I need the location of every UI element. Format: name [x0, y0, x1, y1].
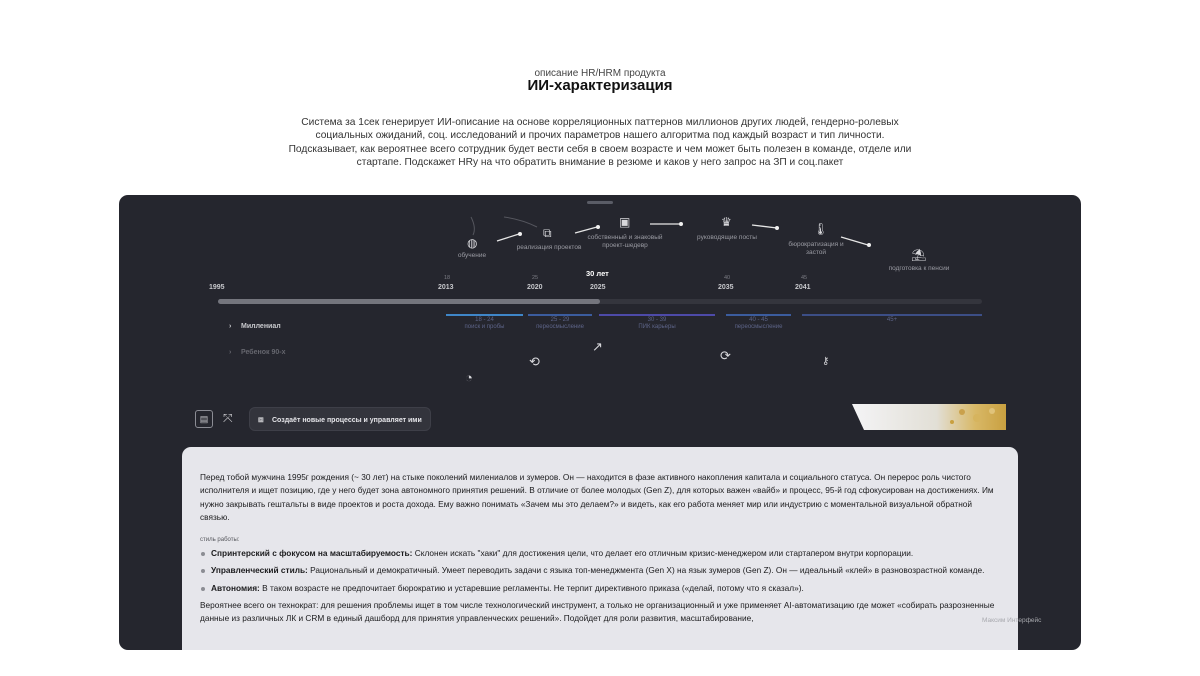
year-tick: 2035 — [718, 284, 734, 291]
stage-dot — [596, 225, 600, 229]
stage-dot — [867, 243, 871, 247]
notebook-icon[interactable]: ▤ — [195, 410, 213, 428]
list-item — [200, 547, 1000, 560]
period-bar — [599, 314, 715, 316]
bullet-text: Склонен искать "хаки" для достижения цели, что делает его отличным кризис-менеджером или стартапером внутри корпорации. — [412, 548, 914, 559]
preview-thumbnail[interactable] — [852, 404, 1006, 430]
copy-icon[interactable]: ⧉ — [543, 226, 552, 240]
speedometer-icon[interactable]: ◔ — [465, 370, 473, 385]
age-tick: 25 — [532, 275, 539, 281]
stage-dot — [775, 226, 779, 230]
crown-icon[interactable]: ♛ — [721, 215, 732, 229]
stage-dot — [518, 232, 522, 236]
stage-label: реализация проектов — [516, 244, 582, 251]
year-tick: 2020 — [527, 284, 543, 291]
key-icon[interactable]: ⚷ — [822, 356, 830, 367]
header-subtitle: описание HR/HRM продукта — [534, 68, 666, 79]
period-note: переосмысление — [536, 324, 584, 330]
stage-label: бюрократизация и застой — [788, 241, 844, 256]
period-range: 30 - 39 — [647, 317, 667, 323]
thermometer-icon[interactable]: 🌡 — [813, 222, 829, 236]
style-list — [200, 547, 1000, 595]
row-millennial[interactable] — [229, 323, 281, 330]
stage-label: собственный и знаковый проект-шедевр — [587, 234, 663, 249]
action-label: Создаёт новые процессы и управляет ими — [272, 417, 422, 424]
period-range: 18 - 24 — [475, 317, 494, 323]
row-label: Ребенок 90-х — [241, 349, 286, 356]
sunbed-icon[interactable]: ⛱ — [911, 248, 927, 262]
list-item — [200, 564, 1000, 577]
bullet-text: Рациональный и демократичный. Умеет переводить задачи с языка топ-менеджмента (Gen X) на язык зумеров (Gen Z). Он — идеальный «клей» в разновозрастной команде. — [307, 565, 985, 576]
period-bar — [528, 314, 592, 316]
period-note: ПИК карьеры — [638, 324, 676, 330]
year-tick: 2041 — [795, 284, 811, 291]
period-note: переосмысление — [734, 324, 783, 330]
year-tick: 1995 — [209, 284, 225, 291]
period-bar — [802, 314, 982, 316]
growth-icon[interactable]: ↗ — [592, 339, 603, 354]
period-range: 40 - 45 — [749, 317, 768, 323]
period-note: поиск и пробы — [464, 324, 505, 330]
bullet-title: Автономия: — [211, 582, 260, 593]
period-range: 45+ — [886, 317, 898, 323]
row-label: Миллениал — [241, 323, 281, 330]
intro-text: Перед тобой мужчина 1995г рождения (~ 30 лет) на стыке поколений милениалов и зумеров. Он — находится в фазе активного накопления капитала и социального статуса. Он перерос роль чистого исполнителя и ищет позицию, где у него будет зона автономного принятия решений. В отличие от более молодых (Gen Z), для которых важен «вайб» и процесс, 95-й год сфокусирован на достижениях. Им нужно закрывать гештальты в виде проектов и роста дохода. Ему важно понимать «Зачем мы это делаем?» и видеть, как его работа меняет мир или индустрию с моментальной визуальной обратной связью. — [200, 472, 994, 522]
period-bar — [726, 314, 791, 316]
timeline-slider[interactable] — [218, 299, 982, 304]
age-tick: 40 — [724, 275, 731, 281]
chat-icon[interactable]: ▣ — [619, 215, 631, 229]
bullet-title: Спринтерский с фокусом на масштабируемость: — [211, 548, 413, 559]
stage-label: подготовка к пенсии — [888, 265, 950, 272]
description-card — [182, 447, 1018, 650]
style-label: стиль работы: — [200, 537, 240, 544]
chevron-right-icon: › — [229, 349, 232, 356]
current-age-label: 30 лет — [586, 269, 609, 278]
action-button[interactable] — [249, 407, 431, 431]
bullet-title: Управленческий стиль: — [211, 565, 308, 576]
age-tick: 45 — [801, 275, 808, 281]
period-range: 25 - 29 — [550, 317, 570, 323]
year-tick: 2013 — [438, 284, 454, 291]
list-item — [200, 582, 1000, 595]
row-90s-kid[interactable] — [229, 349, 285, 356]
watermark: Максим Интерфейс — [982, 617, 1042, 624]
refresh-icon[interactable]: ⟲ — [529, 354, 540, 369]
page-title: ИИ-характеризация — [527, 77, 673, 94]
stage-label: руководящие посты — [697, 234, 757, 241]
age-tick: 18 — [444, 275, 451, 281]
route-icon[interactable]: ⤧ — [223, 411, 233, 425]
bullet-text: В таком возрасте не предпочитает бюрократию и устаревшие регламенты. Не терпит директивного приказа («делай, потому что я сказал»). — [259, 582, 804, 593]
header-description: Система за 1сек генерирует ИИ-описание на основе корреляционных паттернов миллионов других людей, гендерно-ролевых социальных ожиданий, соц. исследований и прочих параметров нашего алгоритма под каждый возраст и тип личности. Подсказывает, как вероятнее всего сотрудник будет вести себя в своем возрасте и чем может быть полезен в команде, отделе или стартапе. Подскажет HRу на что обратить внимание в резюме и каков у него запрос на ЗП и соц.пакет — [288, 117, 912, 168]
history-icon[interactable]: ⟳ — [720, 348, 731, 363]
stage-label: обучение — [457, 252, 487, 259]
year-tick: 2025 — [590, 284, 606, 291]
chevron-right-icon: › — [229, 323, 232, 330]
period-bar — [446, 314, 523, 316]
stage-dot — [679, 222, 683, 226]
brain-icon[interactable]: ◍ — [467, 236, 478, 250]
app-panel — [119, 195, 1081, 650]
timeline-progress — [218, 299, 600, 304]
shapes-icon: ⧈ — [258, 414, 264, 424]
outro-text: Вероятнее всего он технократ: для решения проблемы ищет в том числе технологический инструмент, а только не организационный и уже применяет AI-автоматизацию где может «собирать разрозненные данные из различных ЛК и CRM в единый дашборд для принятия управленческих решений». Подойдет для роли развития, масштабирование, — [200, 600, 995, 624]
